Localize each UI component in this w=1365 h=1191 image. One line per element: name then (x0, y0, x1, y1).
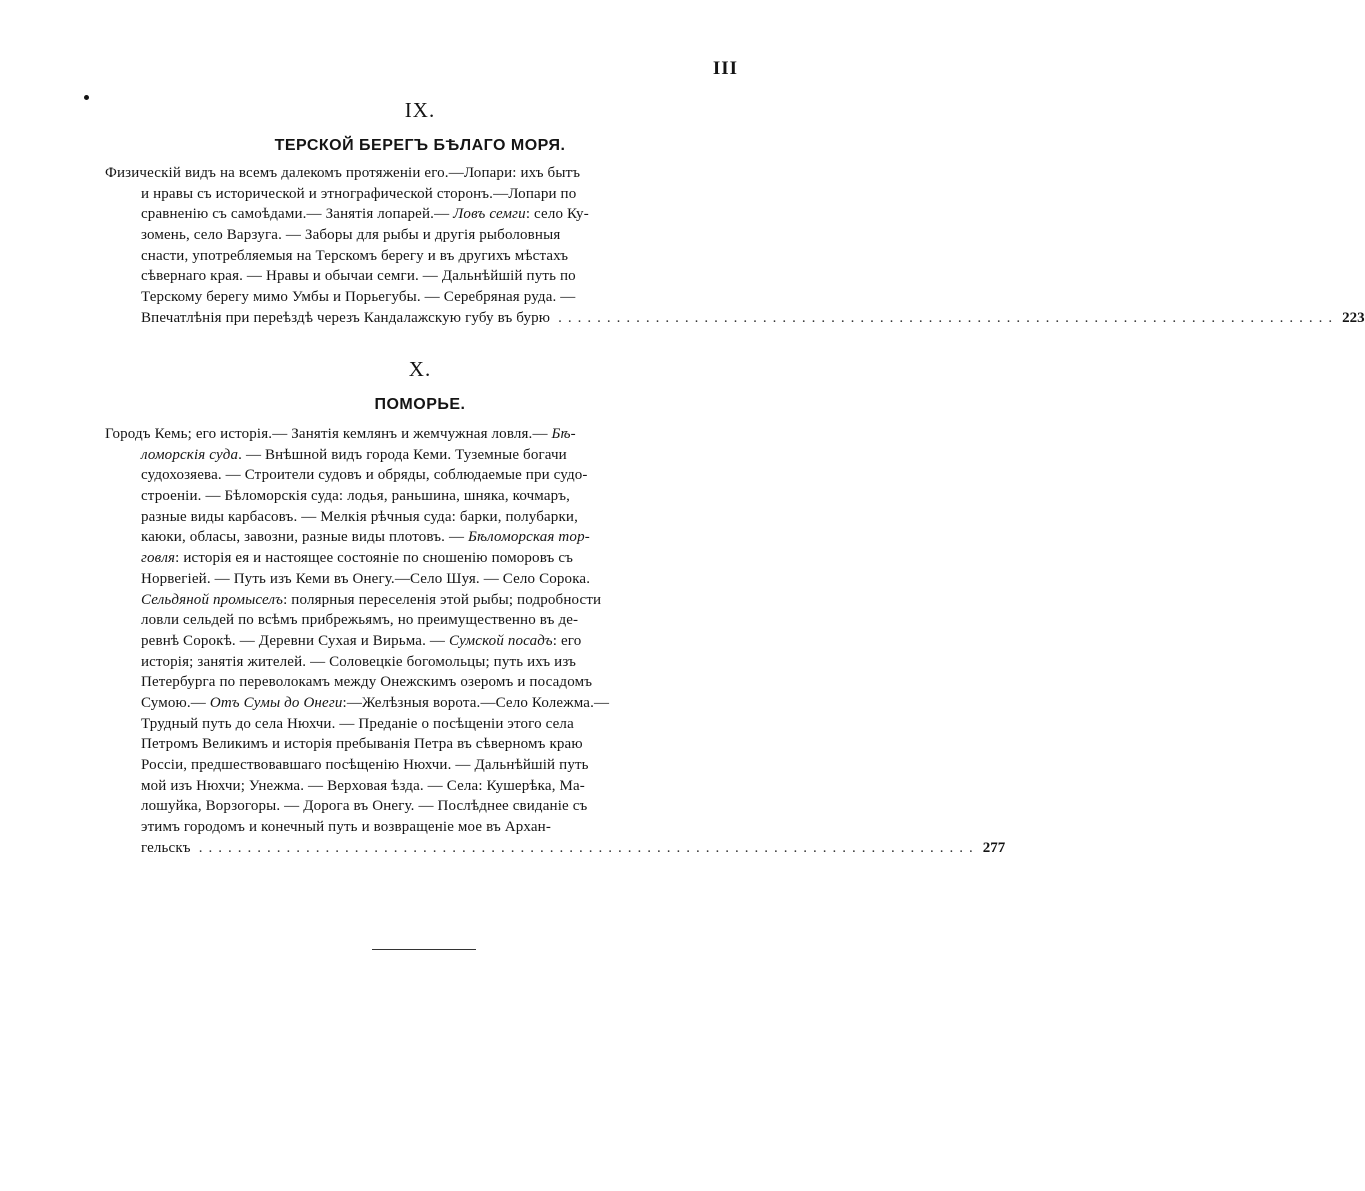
toc-line (105, 204, 745, 225)
toc-line-text (141, 268, 576, 284)
toc-line-text (141, 186, 576, 202)
toc-line (105, 266, 745, 287)
toc-entry-x (105, 424, 1006, 858)
toc-line (105, 445, 745, 466)
toc-line (105, 569, 745, 590)
toc-text-segment: разные виды карбасовъ. — Мелкія рѣчныя суда: барки, полубарки, (141, 508, 578, 525)
toc-line-text (141, 654, 576, 670)
toc-line (105, 838, 1006, 859)
toc-text-segment: ловли сельдей по всѣмъ прибрежьямъ, но преимущественно въ де- (141, 612, 579, 629)
section-title-ix: ТЕРСКОЙ БЕРЕГЪ БѢЛАГО МОРЯ. (274, 137, 566, 154)
toc-text-segment: сѣвернаго края. — Нравы и обычаи семги. — Дальнѣйшій путь по (141, 268, 576, 285)
toc-text-segment: ревнѣ Сорокѣ. — Деревни Сухая и Вирьма. — (141, 632, 449, 649)
toc-line-text (141, 716, 574, 732)
toc-line-text (141, 289, 575, 305)
toc-line-text (105, 165, 580, 181)
toc-line (105, 652, 745, 673)
toc-line-text (141, 612, 578, 628)
toc-line (105, 507, 745, 528)
section-number-ix: IX. (404, 98, 436, 122)
toc-line (105, 184, 745, 205)
toc-line-text (141, 206, 589, 222)
toc-italic-topic: Бѣломорская тор- (468, 529, 590, 546)
toc-text-segment: гельскъ (141, 839, 191, 856)
toc-entry-ix (105, 163, 1365, 329)
toc-text-segment: : село Ку- (525, 206, 589, 223)
toc-line (105, 163, 745, 184)
toc-text-segment: Физическій видъ на всемъ далекомъ протяженіи его.—Лопари: ихъ бытъ (105, 165, 581, 181)
toc-line-text (141, 674, 592, 690)
toc-line (105, 225, 745, 246)
toc-line-text (141, 757, 589, 773)
toc-text-segment: зомень, село Варзуга. — Заборы для рыбы и другія рыболовныя (141, 227, 561, 244)
toc-line-text (141, 550, 573, 566)
toc-text-segment: Петромъ Великимъ и исторія пребыванія Петра въ сѣверномъ краю (141, 736, 583, 753)
toc-line-text (141, 571, 590, 587)
toc-text-segment: : его (552, 632, 582, 649)
toc-line-text (141, 509, 578, 525)
toc-text-segment: лошуйка, Ворзогоры. — Дорога въ Онегу. — Послѣднее свиданіе съ (141, 798, 588, 815)
toc-text-segment: исторія; занятія жителей. — Соловецкіе богомольцы; путь ихъ изъ (141, 653, 577, 670)
toc-line-text (141, 838, 191, 859)
toc-line (105, 796, 745, 817)
toc-line (105, 672, 745, 693)
toc-text-segment: строеніи. — Бѣломорскія суда: лодья, раньшина, шняка, кочмаръ, (141, 488, 571, 505)
toc-text-segment: сравненію съ самоѣдами.— Занятія лопарей.— (141, 206, 454, 223)
toc-text-segment: и нравы съ исторической и этнографической сторонъ.—Лопари по (141, 185, 577, 202)
toc-line (105, 246, 745, 267)
toc-text-segment: : полярныя переселенія этой рыбы; подробности (283, 591, 602, 608)
toc-text-segment: : исторія ея и настоящее состояніе по сношенію поморовъ съ (175, 550, 574, 567)
toc-italic-topic: Сумской посадъ (448, 632, 553, 649)
toc-italic-topic: Бѣ- (551, 426, 576, 442)
toc-text-segment: этимъ городомъ и конечный путь и возвращеніе мое въ Архан- (141, 819, 551, 836)
toc-italic-topic: Ловъ семги (453, 206, 526, 223)
toc-text-segment: Трудный путь до села Нюхчи. — Преданіе о посѣщеніи этого села (141, 715, 574, 732)
toc-line-text (141, 248, 568, 264)
toc-line-text (141, 467, 588, 483)
toc-line-text (141, 736, 583, 752)
dot-leaders: ................................................................................ (558, 309, 1339, 326)
toc-line-text (141, 447, 567, 463)
toc-line-text (141, 592, 601, 608)
toc-line (105, 308, 1365, 329)
toc-page-number: 277 (982, 839, 1006, 856)
toc-line-text (141, 778, 585, 794)
toc-line (105, 465, 745, 486)
toc-text-segment: Городъ Кемь; его исторія.— Занятія кемлянъ и жемчужная ловля.— (105, 426, 552, 442)
toc-text-segment: . — Внѣшной видъ города Кеми. Туземные богачи (238, 446, 567, 463)
toc-line-text (141, 819, 551, 835)
toc-line (105, 734, 745, 755)
toc-text-segment: Сумою.— (141, 694, 210, 711)
section-number-x: X. (408, 357, 432, 381)
toc-line (105, 610, 745, 631)
toc-italic-topic: ломорскія суда (141, 446, 239, 463)
toc-text-segment: снасти, употребляемыя на Терскомъ берегу и въ другихъ мѣстахъ (141, 247, 569, 264)
toc-line (105, 486, 745, 507)
page-number: III (712, 58, 738, 79)
toc-line-text (141, 529, 590, 545)
toc-line (105, 527, 745, 548)
toc-text-segment: судохозяева. — Строители судовъ и обряды, соблюдаемые при судо- (141, 467, 588, 484)
toc-line (105, 424, 745, 445)
toc-line (105, 817, 745, 838)
dot-leaders: ................................................................................ (198, 839, 979, 856)
toc-line (105, 755, 745, 776)
toc-line (105, 776, 745, 797)
toc-line (105, 631, 745, 652)
section-title-x: ПОМОРЬЕ. (374, 396, 466, 413)
toc-text-segment: Россіи, предшествовавшаго посѣщенію Нюхчи. — Дальнѣйшій путь (141, 757, 589, 773)
toc-line-text (141, 488, 570, 504)
toc-line (105, 693, 745, 714)
toc-line-text (141, 695, 609, 711)
closing-rule (372, 949, 476, 950)
toc-italic-topic: Сельдяной промыселъ (141, 591, 284, 608)
toc-line-text (105, 426, 576, 442)
toc-text-segment: Терскому берегу мимо Умбы и Порьегубы. — Серебряная руда. — (141, 289, 576, 306)
toc-line (105, 548, 745, 569)
toc-italic-topic: говля (141, 550, 176, 567)
toc-line-text (141, 227, 560, 243)
toc-text-segment: :—Желѣзныя ворота.—Село Колежма.— (342, 694, 610, 711)
toc-text-segment: Норвегіей. — Путь изъ Кеми въ Онегу.—Село Шуя. — Село Сорока. (141, 570, 591, 587)
toc-line (105, 714, 745, 735)
toc-text-segment: каюки, обласы, завозни, разные виды плотовъ. — (141, 529, 469, 546)
toc-line (105, 287, 745, 308)
toc-text-segment: Петербурга по переволокамъ между Онежскимъ озеромъ и посадомъ (141, 674, 593, 691)
toc-page-number: 223 (1342, 309, 1365, 326)
toc-line (105, 590, 745, 611)
toc-italic-topic: Отъ Сумы до Онеги (209, 694, 343, 711)
toc-line-text (141, 633, 581, 649)
toc-text-segment: Впечатлѣнія при переѣздѣ черезъ Кандалажскую губу въ бурю (141, 309, 551, 326)
toc-text-segment: мой изъ Нюхчи; Унежма. — Верховая ѣзда. — Села: Кушерѣка, Ма- (141, 777, 585, 794)
toc-line-text (141, 798, 587, 814)
toc-line-text (141, 308, 550, 329)
